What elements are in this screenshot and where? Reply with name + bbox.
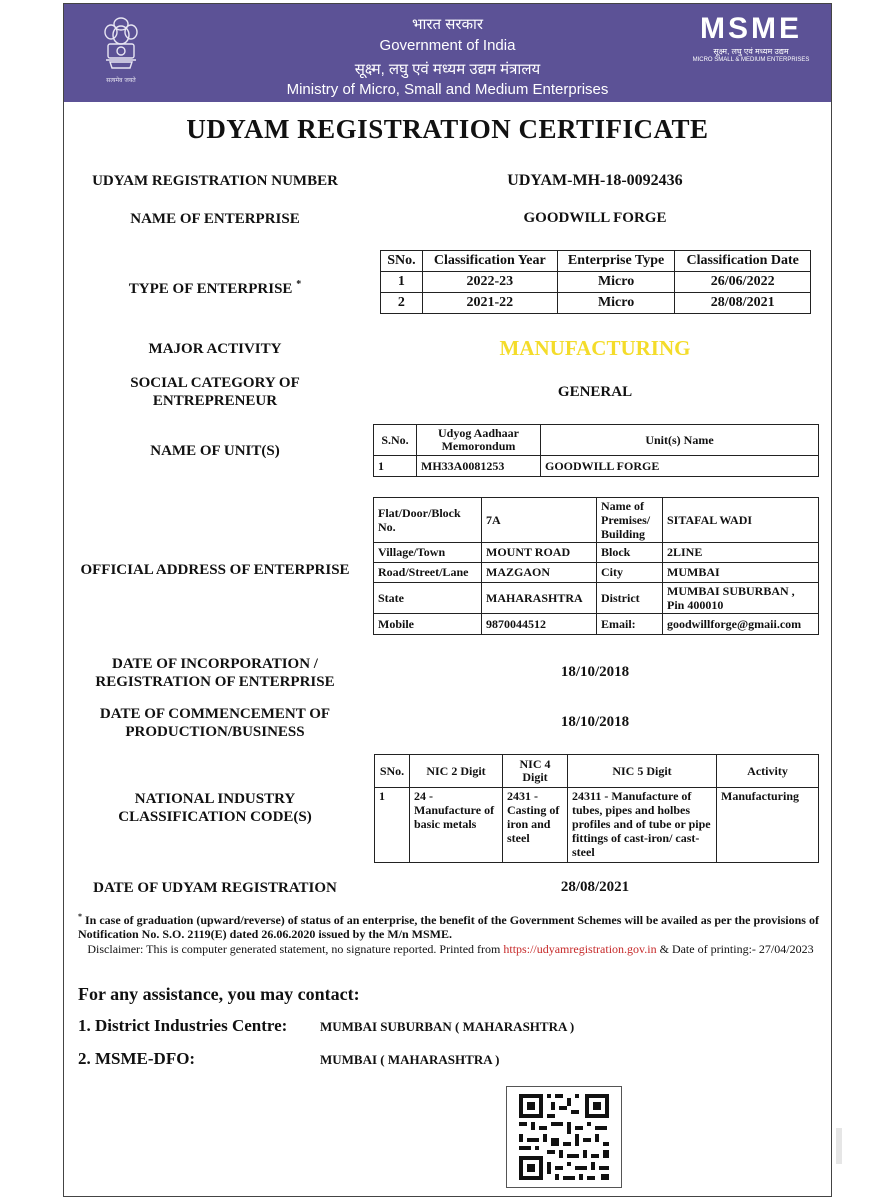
table-header-cell: SNo. (381, 251, 423, 272)
udyam-portal-link[interactable]: https://udyamregistration.gov.in (503, 942, 657, 956)
city-label-cell: City (597, 563, 663, 583)
table-cell: 24 - Manufacture of basic metals (410, 788, 503, 863)
table-header-cell: Udyog Aadhaar Memorondum (417, 425, 541, 456)
flat-label-cell: Flat/Door/Block No. (374, 498, 482, 543)
road-value-cell: MAZGAON (482, 563, 597, 583)
address-label: OFFICIAL ADDRESS OF ENTERPRISE (80, 562, 350, 578)
table-cell: Manufacturing (717, 788, 819, 863)
table-cell: 2431 - Casting of iron and steel (503, 788, 568, 863)
table-cell: 26/06/2022 (675, 272, 811, 293)
commencement-value: 18/10/2018 (560, 714, 630, 730)
table-row (374, 583, 819, 614)
incorporation-label (70, 655, 360, 691)
footnote (78, 910, 823, 941)
email-value-cell: goodwillforge@gmaii.com (663, 614, 819, 635)
table-header-row (375, 755, 819, 788)
table-cell: Micro (557, 272, 675, 293)
district-value-cell: MUMBAI SUBURBAN , Pin 400010 (663, 583, 819, 614)
udyam-date-label: DATE OF UDYAM REGISTRATION (93, 880, 337, 896)
enterprise-type-star: * (296, 279, 302, 290)
enterprise-type-table (380, 250, 811, 314)
units-table (373, 424, 819, 477)
government-text: Government of India (379, 37, 516, 54)
table-cell: GOODWILL FORGE (541, 456, 819, 477)
units-label: NAME OF UNIT(S) (150, 443, 280, 459)
mobile-value-cell: 9870044512 (482, 614, 597, 635)
enterprise-type-label (70, 276, 360, 298)
commencement-label-line1: DATE OF COMMENCEMENT OF (99, 706, 331, 722)
village-label-cell: Village/Town (374, 543, 482, 563)
ministry-text: Ministry of Micro, Small and Medium Enterprises (286, 81, 609, 98)
table-header-cell: Activity (717, 755, 819, 788)
table-cell: 1 (375, 788, 410, 863)
table-cell: 2021-22 (422, 293, 557, 314)
table-row (375, 788, 819, 863)
social-category-value: GENERAL (557, 384, 633, 400)
major-activity-label: MAJOR ACTIVITY (148, 341, 282, 357)
premises-value-cell: SITAFAL WADI (663, 498, 819, 543)
block-label-cell: Block (597, 543, 663, 563)
table-row (374, 456, 819, 477)
dfo-label: 2. MSME-DFO: (78, 1049, 196, 1068)
table-header-cell: NIC 5 Digit (568, 755, 717, 788)
hindi-ministry-text: सूक्ष्म, लघु एवं मध्यम उद्यम मंत्रालय (354, 61, 541, 78)
table-cell: 2022-23 (422, 272, 557, 293)
footnote-text: In case of graduation (upward/reverse) of status of an enterprise, the benefit of the Government Schemes will be availed as per the provisions of Notification No. S.O. 2119(E) dated 26.06.2020 issued by the M/n MSME. (78, 913, 819, 941)
enterprise-name-label: NAME OF ENTERPRISE (130, 211, 300, 227)
state-value-cell: MAHARASHTRA (482, 583, 597, 614)
table-cell: MH33A0081253 (417, 456, 541, 477)
table-header-cell: Unit(s) Name (541, 425, 819, 456)
commencement-label (70, 705, 360, 741)
enterprise-name-value: GOODWILL FORGE (523, 210, 667, 226)
certificate-title: UDYAM REGISTRATION CERTIFICATE (186, 114, 709, 144)
table-row (381, 293, 811, 314)
address-table (373, 497, 819, 635)
table-row (381, 272, 811, 293)
assistance-heading: For any assistance, you may contact: (78, 984, 360, 1004)
msme-logo (691, 14, 811, 63)
table-cell: 2 (381, 293, 423, 314)
table-header-cell: NIC 4 Digit (503, 755, 568, 788)
disclaimer-text: Disclaimer: This is computer generated statement, no signature reported. Printed from (87, 942, 504, 956)
hindi-country-text: भारत सरकार (411, 16, 484, 33)
government-banner (64, 4, 831, 102)
table-cell: 1 (381, 272, 423, 293)
major-activity-value: MANUFACTURING (499, 336, 691, 360)
incorporation-label-line2: REGISTRATION OF ENTERPRISE (95, 674, 335, 690)
enterprise-type-label-text: TYPE OF ENTERPRISE (128, 281, 293, 297)
dic-label: 1. District Industries Centre: (78, 1016, 288, 1035)
table-header-cell: S.No. (374, 425, 417, 456)
commencement-label-line2: PRODUCTION/BUSINESS (125, 724, 305, 740)
mobile-label-cell: Mobile (374, 614, 482, 635)
footnote-star: * (78, 912, 82, 921)
flat-value-cell: 7A (482, 498, 597, 543)
table-header-cell: NIC 2 Digit (410, 755, 503, 788)
social-category-label-line2: ENTREPRENEUR (152, 393, 278, 409)
svg-text:सत्यमेव जयते: सत्यमेव जयते (106, 77, 136, 84)
village-value-cell: MOUNT ROAD (482, 543, 597, 563)
table-row (374, 614, 819, 635)
qr-code-icon (506, 1086, 622, 1188)
table-cell: 28/08/2021 (675, 293, 811, 314)
dfo-value: MUMBAI ( MAHARASHTRA ) (320, 1052, 500, 1067)
incorporation-value: 18/10/2018 (560, 664, 630, 680)
registration-number-value: UDYAM-MH-18-0092436 (507, 172, 683, 189)
disclaimer-print-date: & Date of printing:- 27/04/2023 (656, 942, 814, 956)
district-label-cell: District (597, 583, 663, 614)
table-header-cell: SNo. (375, 755, 410, 788)
nic-label-line1: NATIONAL INDUSTRY (134, 791, 296, 807)
table-header-cell: Classification Date (675, 251, 811, 272)
social-category-label-line1: SOCIAL CATEGORY OF (130, 375, 300, 391)
nic-label (70, 790, 360, 826)
premises-label-cell: Name of Premises/ Building (597, 498, 663, 543)
city-value-cell: MUMBAI (663, 563, 819, 583)
scan-edge-mark (836, 1128, 842, 1164)
table-row (374, 543, 819, 563)
table-cell: 1 (374, 456, 417, 477)
msme-english-text: MICRO SMALL & MEDIUM ENTERPRISES (692, 57, 810, 63)
table-row (374, 498, 819, 543)
table-cell: 24311 - Manufacture of tubes, pipes and holbes profiles and of tube or pipe fittings of cast-iron/ cast-steel (568, 788, 717, 863)
registration-number-label: UDYAM REGISTRATION NUMBER (92, 173, 338, 189)
state-label-cell: State (374, 583, 482, 614)
table-header-row (374, 425, 819, 456)
road-label-cell: Road/Street/Lane (374, 563, 482, 583)
incorporation-label-line1: DATE OF INCORPORATION / (112, 656, 318, 672)
table-row (374, 563, 819, 583)
disclaimer (78, 943, 823, 956)
table-cell: Micro (557, 293, 675, 314)
block-value-cell: 2LINE (663, 543, 819, 563)
nic-label-line2: CLASSIFICATION CODE(S) (118, 809, 312, 825)
table-header-cell: Classification Year (422, 251, 557, 272)
social-category-label (70, 374, 360, 410)
dic-value: MUMBAI SUBURBAN ( MAHARASHTRA ) (320, 1019, 575, 1034)
msme-hindi-text: सूक्ष्म, लघु एवं मध्यम उद्यम (713, 47, 789, 56)
msme-logo-text: MSME (700, 12, 802, 45)
email-label-cell: Email: (597, 614, 663, 635)
nic-table (374, 754, 819, 863)
table-header-row (381, 251, 811, 272)
table-header-cell: Enterprise Type (557, 251, 675, 272)
udyam-date-value: 28/08/2021 (560, 879, 630, 895)
